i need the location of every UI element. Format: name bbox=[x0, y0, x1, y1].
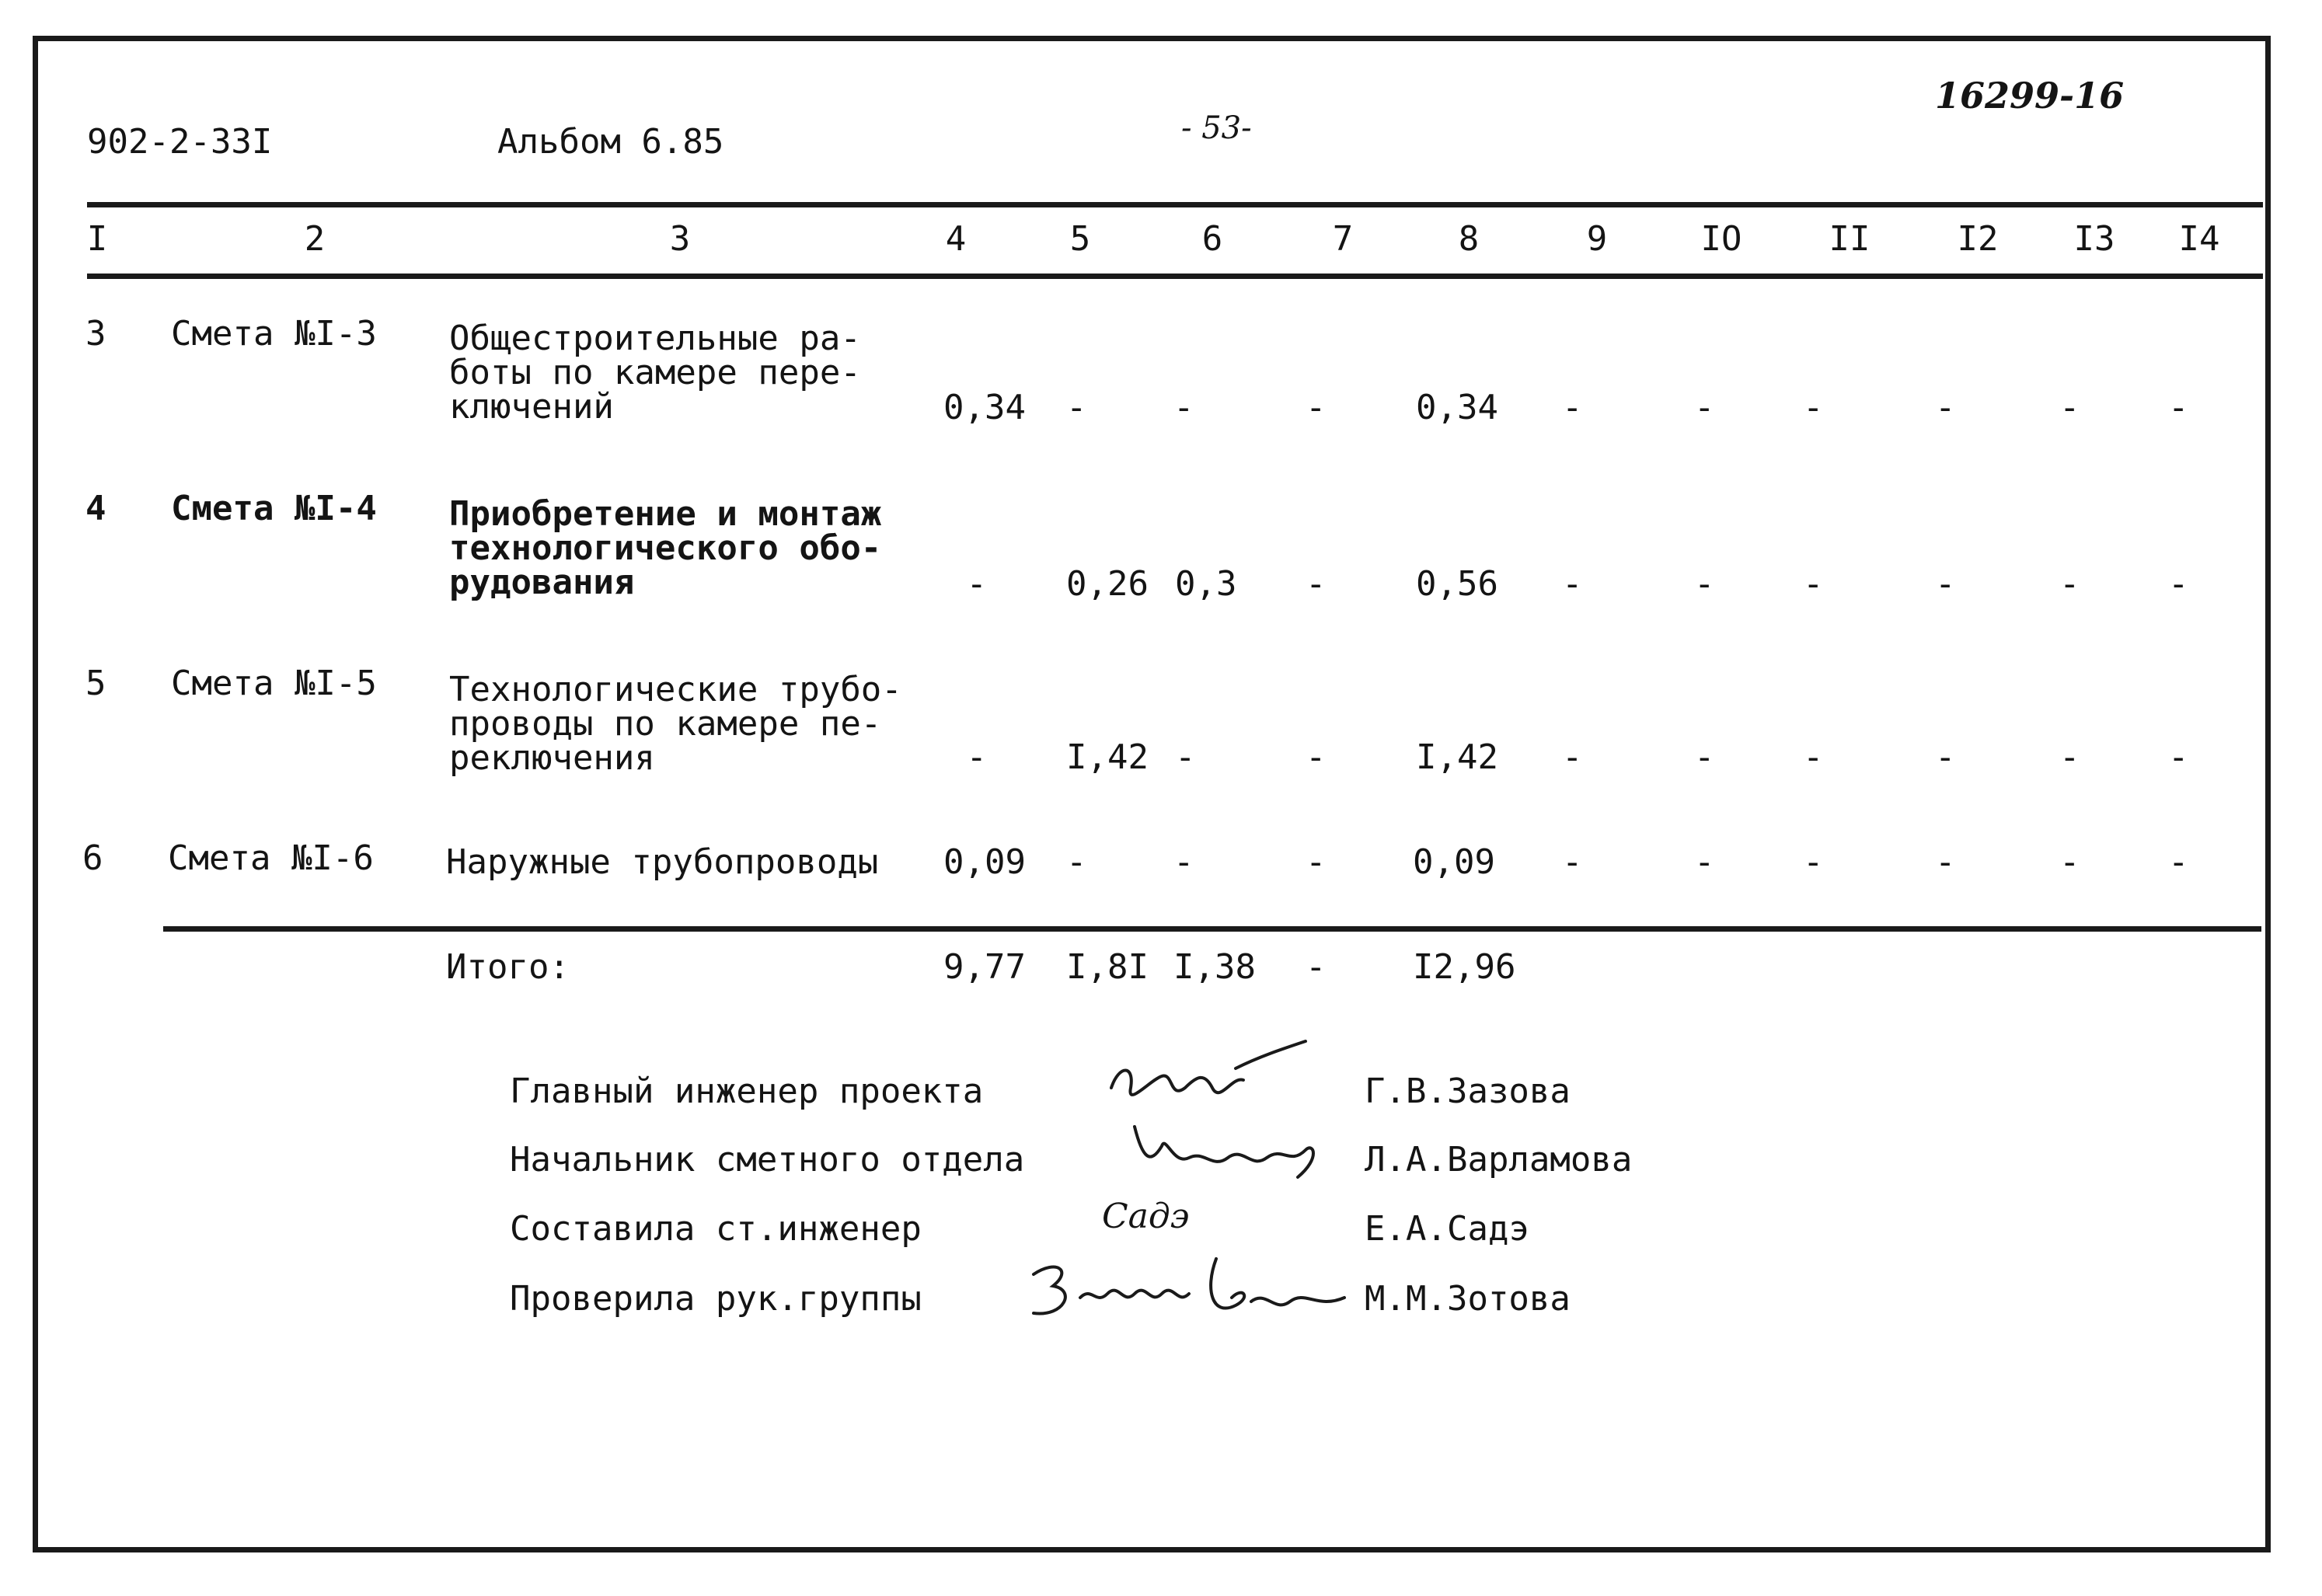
signatory-name: Л.А.Варламова bbox=[1365, 1140, 1633, 1180]
cell-col4: 0,09 bbox=[943, 842, 1026, 882]
column-header: 9 bbox=[1586, 219, 1608, 259]
cell-col11: - bbox=[1803, 842, 1824, 882]
column-header: I4 bbox=[2178, 219, 2220, 259]
total-col5: I,8I bbox=[1066, 947, 1149, 987]
smeta-ref: Смета №I-3 bbox=[171, 314, 377, 354]
cell-col6: - bbox=[1173, 842, 1194, 882]
cell-col13: - bbox=[2059, 388, 2080, 427]
signature-varlamova bbox=[1119, 1103, 1352, 1189]
cell-col4: - bbox=[966, 737, 987, 777]
column-header: 5 bbox=[1069, 219, 1091, 259]
cell-col6: - bbox=[1175, 737, 1196, 777]
cell-col13: - bbox=[2059, 564, 2080, 604]
total-rule bbox=[163, 926, 2261, 932]
column-header: 6 bbox=[1201, 219, 1223, 259]
column-header: I3 bbox=[2073, 219, 2115, 259]
row-description: Общестроительные ра- боты по камере пере- ключений bbox=[449, 319, 861, 427]
signatory-name: М.М.Зотова bbox=[1365, 1279, 1571, 1319]
cell-col4: - bbox=[966, 564, 987, 604]
column-header: IO bbox=[1700, 219, 1742, 259]
column-header: I bbox=[86, 219, 108, 259]
inventory-number: 16299-16 bbox=[1935, 75, 2125, 117]
cell-col7: - bbox=[1306, 388, 1327, 427]
cell-col11: - bbox=[1803, 388, 1824, 427]
row-number: 6 bbox=[82, 838, 103, 878]
cell-col7: - bbox=[1306, 564, 1327, 604]
cell-col12: - bbox=[1935, 388, 1956, 427]
cell-col13: - bbox=[2059, 737, 2080, 777]
cell-col14: - bbox=[2168, 737, 2189, 777]
cell-col14: - bbox=[2168, 388, 2189, 427]
total-col7: - bbox=[1306, 947, 1327, 987]
cell-col13: - bbox=[2059, 842, 2080, 882]
cell-col11: - bbox=[1803, 564, 1824, 604]
cell-col12: - bbox=[1935, 737, 1956, 777]
row-number: 4 bbox=[85, 489, 106, 528]
cell-col5: - bbox=[1066, 388, 1087, 427]
cell-col6: 0,3 bbox=[1175, 564, 1237, 604]
document-code: 902-2-33I bbox=[87, 122, 273, 162]
cell-col7: - bbox=[1306, 842, 1327, 882]
cell-col8: 0,09 bbox=[1413, 842, 1495, 882]
signatory-name: Е.А.Садэ bbox=[1365, 1209, 1529, 1249]
column-header: 2 bbox=[304, 219, 326, 259]
cell-col11: - bbox=[1803, 737, 1824, 777]
cell-col8: 0,56 bbox=[1416, 564, 1498, 604]
row-description: Наружные трубопроводы bbox=[446, 842, 879, 882]
cell-col10: - bbox=[1694, 564, 1715, 604]
header-bottom-rule bbox=[87, 274, 2263, 279]
column-header: 3 bbox=[669, 219, 691, 259]
header-top-rule bbox=[87, 202, 2263, 207]
total-col4: 9,77 bbox=[943, 947, 1026, 987]
cell-col5: 0,26 bbox=[1066, 564, 1149, 604]
cell-col9: - bbox=[1562, 564, 1583, 604]
cell-col12: - bbox=[1935, 842, 1956, 882]
total-col8: I2,96 bbox=[1413, 947, 1516, 987]
row-description: Технологические трубо- проводы по камере пе- реключения bbox=[449, 670, 902, 778]
cell-col10: - bbox=[1694, 737, 1715, 777]
cell-col12: - bbox=[1935, 564, 1956, 604]
row-number: 3 bbox=[85, 314, 106, 354]
cell-col8: I,42 bbox=[1416, 737, 1498, 777]
cell-col8: 0,34 bbox=[1416, 388, 1498, 427]
cell-col9: - bbox=[1562, 842, 1583, 882]
cell-col14: - bbox=[2168, 842, 2189, 882]
album-label: Альбом 6.85 bbox=[497, 122, 724, 162]
smeta-ref: Смета №I-6 bbox=[168, 838, 374, 878]
cell-col4: 0,34 bbox=[943, 388, 1026, 427]
cell-col7: - bbox=[1306, 737, 1327, 777]
signatory-role: Главный инженер проекта bbox=[510, 1072, 984, 1111]
column-header: 4 bbox=[945, 219, 967, 259]
smeta-ref: Смета №I-4 bbox=[171, 489, 377, 528]
signatory-role: Составила ст.инженер bbox=[510, 1209, 922, 1249]
page-number: - 53- bbox=[1181, 110, 1252, 146]
cell-col6: - bbox=[1173, 388, 1194, 427]
total-label: Итого: bbox=[446, 947, 570, 987]
row-number: 5 bbox=[85, 664, 106, 703]
signatory-role: Начальник сметного отдела bbox=[510, 1140, 1025, 1180]
column-header: I2 bbox=[1957, 219, 1999, 259]
signature-zotova bbox=[1018, 1243, 1360, 1336]
cell-col14: - bbox=[2168, 564, 2189, 604]
row-description: Приобретение и монтаж технологического обо- рудования bbox=[449, 494, 882, 602]
column-header: 8 bbox=[1458, 219, 1480, 259]
signature-sade: Садэ bbox=[1102, 1197, 1190, 1236]
cell-col10: - bbox=[1694, 842, 1715, 882]
cell-col5: I,42 bbox=[1066, 737, 1149, 777]
cell-col9: - bbox=[1562, 388, 1583, 427]
cell-col9: - bbox=[1562, 737, 1583, 777]
signatory-name: Г.В.Зазова bbox=[1365, 1072, 1571, 1111]
cell-col10: - bbox=[1694, 388, 1715, 427]
column-header: 7 bbox=[1332, 219, 1354, 259]
total-col6: I,38 bbox=[1173, 947, 1256, 987]
smeta-ref: Смета №I-5 bbox=[171, 664, 377, 703]
signatory-role: Проверила рук.группы bbox=[510, 1279, 922, 1319]
cell-col5: - bbox=[1066, 842, 1087, 882]
column-header: II bbox=[1829, 219, 1870, 259]
